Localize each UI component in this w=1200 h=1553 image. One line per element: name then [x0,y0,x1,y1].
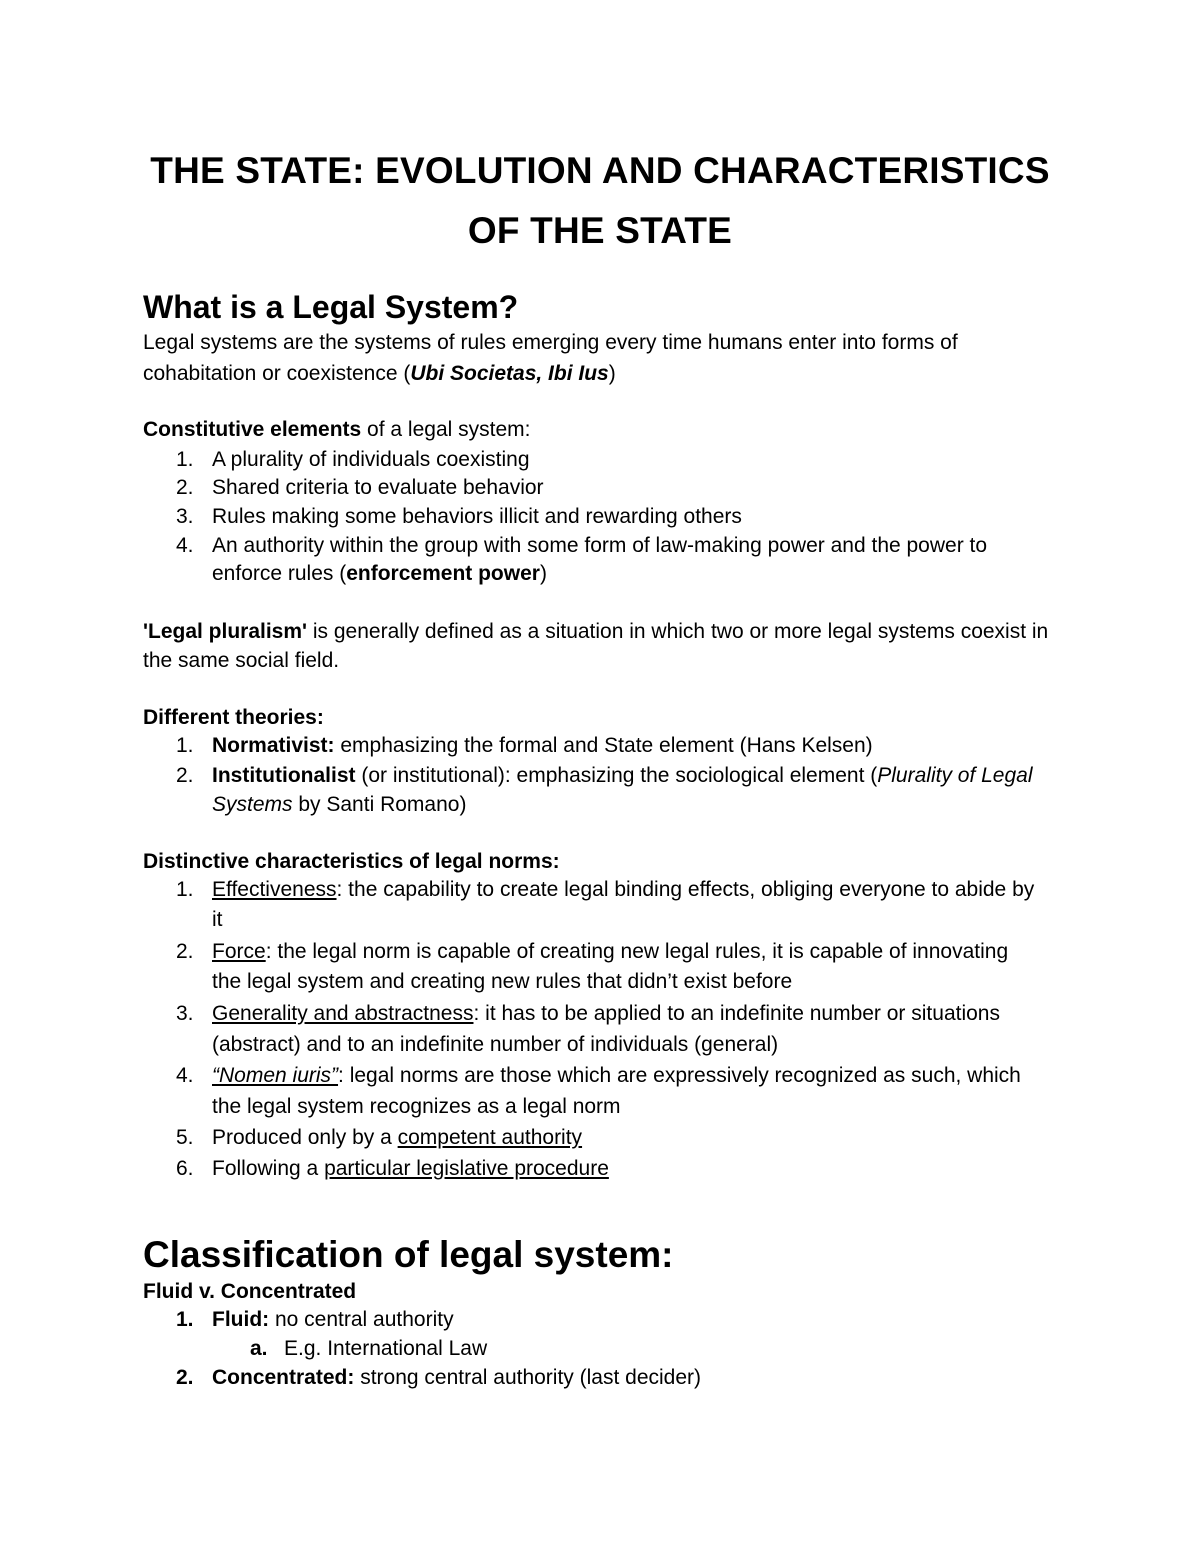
list-item-continuation: the legal system recognizes as a legal norm [212,1095,621,1118]
list-letter: a. [250,1337,268,1360]
latin-maxim: Ubi Societas, Ibi Ius [410,362,609,385]
list-item: “Nomen iuris”: legal norms are those which are expressively recognized as such, which [212,1064,1021,1087]
pluralism-line-2: the same social field. [143,649,340,672]
list-item: Shared criteria to evaluate behavior [212,476,544,499]
list-number: 5. [176,1126,194,1149]
subsection-fluid-concentrated: Fluid v. Concentrated [143,1280,357,1303]
page-title-line-1: THE STATE: EVOLUTION AND CHARACTERISTICS [150,150,1050,191]
list-item-continuation: enforce rules (enforcement power) [212,562,547,585]
list-item: Fluid: no central authority [212,1308,454,1331]
list-number: 1. [176,448,194,471]
pluralism-line-1: 'Legal pluralism' is generally defined as a situation in which two or more legal systems coexist in [143,620,1049,643]
list-item: A plurality of individuals coexisting [212,448,530,471]
list-item: An authority within the group with some form of law-making power and the power to [212,534,988,557]
page-title-line-2: OF THE STATE [467,210,733,251]
elements-label: Constitutive elements of a legal system: [143,418,531,441]
section-heading-classification: Classification of legal system: [143,1234,674,1275]
norms-label: Distinctive characteristics of legal norms: [143,850,560,873]
list-item-continuation: it [212,908,223,931]
list-item: Generality and abstractness: it has to be applied to an indefinite number or situations [212,1002,1000,1025]
list-number: 1. [176,734,194,757]
list-number: 4. [176,534,194,557]
list-subitem: E.g. International Law [284,1337,488,1360]
list-item-continuation: Systems by Santi Romano) [212,793,467,816]
list-number: 3. [176,1002,194,1025]
section-heading-legal-system: What is a Legal System? [143,289,519,325]
list-number: 1. [176,1308,194,1331]
list-item: Effectiveness: the capability to create legal binding effects, obliging everyone to abide by [212,878,1035,901]
list-item: Rules making some behaviors illicit and rewarding others [212,505,742,528]
list-item: Concentrated: strong central authority (last decider) [212,1366,702,1389]
list-item: Produced only by a competent authority [212,1126,583,1149]
list-number: 2. [176,940,194,963]
intro-line-2: cohabitation or coexistence (Ubi Societas, Ibi Ius) [143,362,616,385]
list-item-continuation: (abstract) and to an indefinite number of individuals (general) [212,1033,779,1056]
list-item: Institutionalist (or institutional): emphasizing the sociological element (Plurality of Legal [212,764,1033,787]
list-item-continuation: the legal system and creating new rules that didn’t exist before [212,970,793,993]
list-number: 3. [176,505,194,528]
intro-line-1: Legal systems are the systems of rules emerging every time humans enter into forms of [143,331,958,354]
list-item: Following a particular legislative procedure [212,1157,609,1180]
list-number: 6. [176,1157,194,1180]
list-number: 4. [176,1064,194,1087]
list-item: Normativist: emphasizing the formal and State element (Hans Kelsen) [212,734,873,757]
list-number: 2. [176,764,194,787]
list-number: 2. [176,1366,194,1389]
list-number: 2. [176,476,194,499]
list-number: 1. [176,878,194,901]
list-item: Force: the legal norm is capable of creating new legal rules, it is capable of innovating [212,940,1009,963]
theories-label: Different theories: [143,706,324,729]
